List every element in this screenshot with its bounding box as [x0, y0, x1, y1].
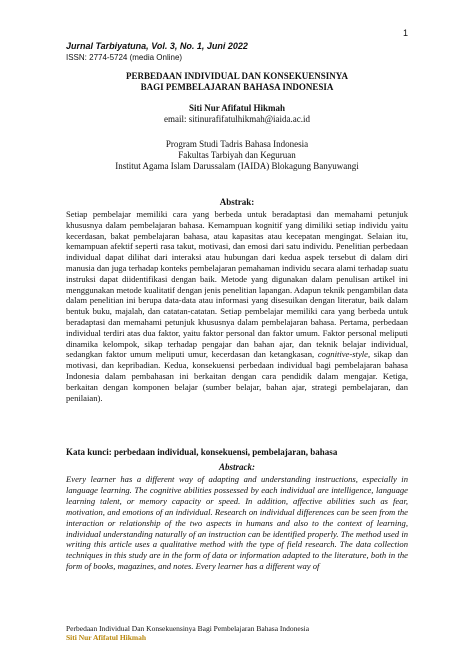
- abstract-en-heading: Abstrack:: [219, 462, 255, 472]
- abstract-en-body: Every learner has a different way of adapting and understanding instructions, especially in language learning. The cognitive abilities possessed by each individual are intelligence, language learning talent, or memory capacity or speed. In addition, affective abilities such as fear, motivation, and emotions of an individual. Research on individual differences can be seen from the interaction or relationship of the two aspects in humans and also to the context of learning, individual understanding naturally of an instruction can be identified properly. The method used in writing this article uses a qualitative method with the type of field research. The data collection techniques in this study are in the form of data or information adapted to the literature, both in the form of books, magazines, and notes. Every learner has a different way of: [66, 474, 408, 572]
- affiliation-line-2: Fakultas Tarbiyah dan Keguruan: [178, 150, 296, 160]
- journal-issn: ISSN: 2774-5724 (media Online): [66, 53, 183, 62]
- page-footer: [66, 624, 309, 642]
- abstract-italic-term: cognitive-style: [317, 349, 368, 360]
- paper-title-line-2: BAGI PEMBELAJARAN BAHASA INDONESIA: [140, 82, 334, 92]
- journal-header: [66, 41, 248, 63]
- affiliation-line-3: Institut Agama Islam Darussalam (IAIDA) Blokagung Banyuwangi: [115, 161, 359, 171]
- abstract-text-part-2: , sikap dan motivasi, dan kepribadian. Kedua, konsekuensi perbedaan individual bagi pembelajaran bahasa Indonesia dalam pembahasan ini berkaitan dengan cara pendidik dalam mengajar. Ketiga, berkaitan dengan komponen belajar (sumber belajar, bahan ajar, strategi pembelajaran, dan penilaian).: [66, 349, 408, 403]
- author-name: Siti Nur Afifatul Hikmah: [188, 103, 286, 113]
- author-email: email: sitinurafifatulhikmah@iaida.ac.id: [164, 114, 310, 124]
- abstract-heading: Abstrak:: [219, 197, 255, 207]
- author-affiliation: [66, 139, 408, 172]
- affiliation-line-1: Program Studi Tadris Bahasa Indonesia: [165, 139, 309, 149]
- paper-title: [66, 71, 408, 93]
- footer-title: Perbedaan Individual Dan Konsekuensinya Bagi Pembelajaran Bahasa Indonesia: [66, 624, 310, 633]
- footer-author: Siti Nur Afifatul Hikmah: [66, 633, 147, 642]
- abstract-text-part-1: Setiap pembelajar memiliki cara yang berbeda untuk beradaptasi dan memahami petunjuk khususnya dalam pembelajaran bahasa. Kemampuan kognitif yang dimiliki setiap individu yaitu kecerdasan, bakat pembelajaran bahasa, atau kapasitas atau kecepatan mengingat. Selaian itu, kemampuan afektif seperti rasa takut, motivasi, dan emosi dari satu individu. Penelitian perbedaan individual dapat dilihat dari interaksi atau hubungan dari kedua aspek tersebut di dalam diri manusia dan juga terhadap konteks pembelajaran pemahaman individu secara alami terhadap suatu instruksi dapat diidentifikasi dengan baik. Metode yang digunakan dalam penulisan artikel ini menggunakan metode kualitatif dengan jenis penelitian lapangan. Adapun teknik pengambilan data dalam penelitian ini berupa data-data atau informasi yang disesuikan dengan literatur, baik dalam bentuk buku, majalah, dan catatan-catatan. Setiap pembelajar memiliki cara yang berbeda untuk beradaptasi dan memahami petunjuk khususnya dalam pembelajaran bahasa. Pertama, perbedaan individual terdiri atas dua faktor, yaitu faktor personal dan faktor umum. Faktor personal meliputi dinamika kelompok, sikap terhadap pengajar dan bahan ajar, dan teknik belajar individual, sedangkan faktor umum meliputi umur, kecerdasan dan ketangkasan,: [66, 209, 408, 360]
- page-number: 1: [402, 28, 408, 38]
- journal-name: Jurnal Tarbiyatuna, Vol. 3, No. 1, Juni 2022: [66, 41, 248, 51]
- keywords: Kata kunci: perbedaan individual, konsekuensi, pembelajaran, bahasa: [66, 447, 338, 457]
- paper-title-line-1: PERBEDAAN INDIVIDUAL DAN KONSEKUENSINYA: [126, 71, 348, 81]
- abstract-body: [66, 209, 408, 403]
